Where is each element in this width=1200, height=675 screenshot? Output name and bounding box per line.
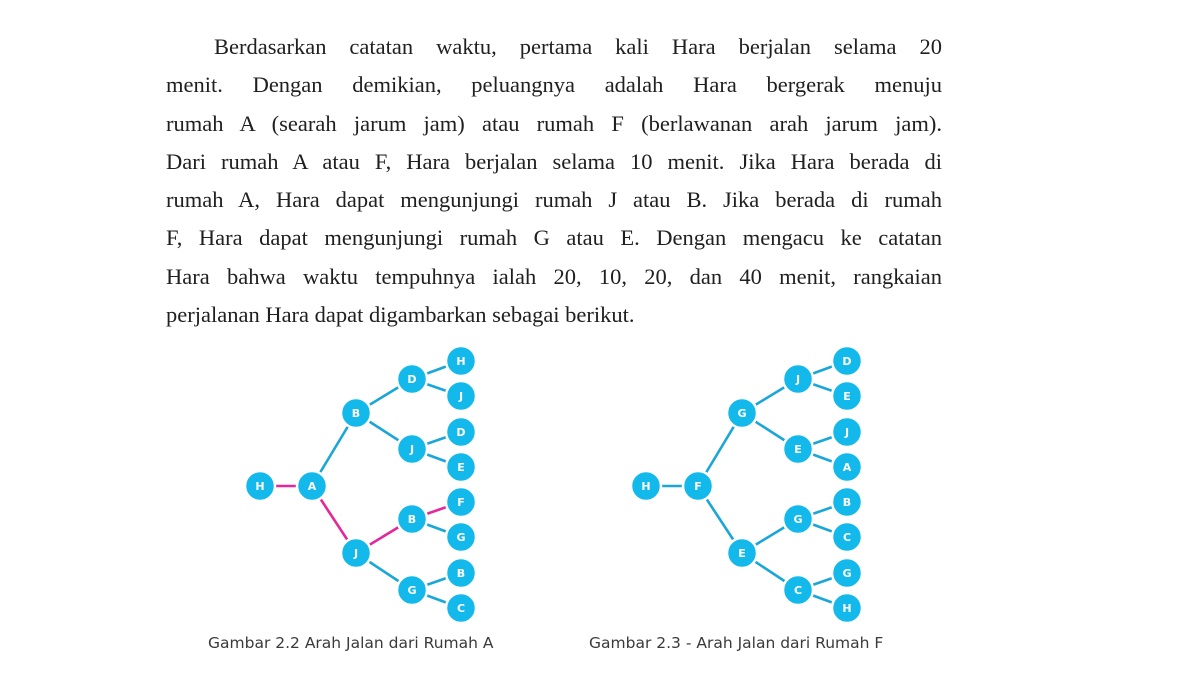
tree-node-j bbox=[783, 364, 813, 394]
tree-node-g bbox=[832, 558, 862, 588]
tree-node-j bbox=[446, 381, 476, 411]
tree-node-c bbox=[446, 593, 476, 623]
figure-caption-a: Gambar 2.2 Arah Jalan dari Rumah A bbox=[208, 634, 494, 652]
paragraph-line: rumah A, Hara dapat mengunjungi rumah J atau B. Jika berada di rumah bbox=[166, 187, 942, 213]
node-label: A bbox=[842, 461, 852, 474]
paragraph-line: F, Hara dapat mengunjungi rumah G atau E. Dengan mengacu ke catatan bbox=[166, 225, 942, 251]
node-label: E bbox=[457, 461, 465, 474]
tree-node-b bbox=[832, 487, 862, 517]
node-label: J bbox=[409, 443, 415, 456]
node-label: F bbox=[457, 496, 465, 509]
tree-diagram-rumah-f bbox=[631, 346, 862, 623]
node-label: B bbox=[842, 496, 852, 509]
node-label: G bbox=[842, 567, 852, 580]
tree-node-e bbox=[783, 434, 813, 464]
node-label: J bbox=[458, 390, 464, 403]
figure-caption-f: Gambar 2.3 - Arah Jalan dari Rumah F bbox=[589, 634, 884, 652]
body-paragraph bbox=[166, 28, 942, 334]
tree-node-d bbox=[397, 364, 427, 394]
paragraph-line: Dari rumah A atau F, Hara berjalan selama 10 menit. Jika Hara berada di bbox=[166, 148, 942, 174]
node-label: B bbox=[407, 513, 417, 526]
node-label: G bbox=[737, 407, 747, 420]
paragraph-line: menit. Dengan demikian, peluangnya adalah Hara bergerak menuju bbox=[166, 72, 942, 98]
tree-node-d bbox=[832, 346, 862, 376]
tree-node-g bbox=[397, 575, 427, 605]
tree-node-h bbox=[832, 593, 862, 623]
tree-node-j bbox=[832, 417, 862, 447]
tree-node-c bbox=[783, 575, 813, 605]
node-label: E bbox=[843, 390, 851, 403]
node-label: E bbox=[794, 443, 802, 456]
node-label: D bbox=[407, 373, 417, 386]
paragraph-line: Hara bahwa waktu tempuhnya ialah 20, 10, 20, dan 40 menit, rangkaian bbox=[166, 263, 942, 289]
node-label: H bbox=[641, 480, 651, 493]
paragraph-line: Berdasarkan catatan waktu, pertama kali Hara berjalan selama 20 bbox=[214, 34, 942, 59]
node-label: B bbox=[351, 407, 361, 420]
node-label: F bbox=[694, 480, 702, 493]
tree-node-e bbox=[727, 538, 757, 568]
tree-node-g bbox=[783, 504, 813, 534]
node-label: G bbox=[456, 531, 466, 544]
node-label: C bbox=[842, 531, 852, 544]
node-label: J bbox=[795, 373, 801, 386]
node-label: G bbox=[793, 513, 803, 526]
node-label: A bbox=[307, 480, 317, 493]
tree-node-b bbox=[341, 398, 371, 428]
tree-node-g bbox=[727, 398, 757, 428]
node-label: E bbox=[738, 547, 746, 560]
tree-node-a bbox=[297, 471, 327, 501]
tree-diagram-rumah-a bbox=[245, 346, 476, 623]
tree-node-e bbox=[446, 452, 476, 482]
tree-node-e bbox=[832, 381, 862, 411]
tree-node-b bbox=[446, 558, 476, 588]
tree-node-c bbox=[832, 522, 862, 552]
tree-node-f bbox=[683, 471, 713, 501]
paragraph-line: perjalanan Hara dapat digambarkan sebagai berikut. bbox=[166, 302, 635, 328]
tree-node-b bbox=[397, 504, 427, 534]
node-label: J bbox=[353, 547, 359, 560]
tree-diagrams bbox=[0, 330, 1200, 675]
tree-node-h bbox=[631, 471, 661, 501]
tree-node-j bbox=[397, 434, 427, 464]
node-label: D bbox=[842, 355, 852, 368]
node-label: C bbox=[456, 602, 466, 615]
tree-node-h bbox=[446, 346, 476, 376]
tree-node-j bbox=[341, 538, 371, 568]
node-label: C bbox=[793, 584, 803, 597]
tree-node-h bbox=[245, 471, 275, 501]
node-label: J bbox=[844, 426, 850, 439]
paragraph-line: rumah A (searah jarum jam) atau rumah F (berlawanan arah jarum jam). bbox=[166, 110, 942, 136]
node-label: H bbox=[456, 355, 466, 368]
tree-node-f bbox=[446, 487, 476, 517]
tree-node-g bbox=[446, 522, 476, 552]
node-label: B bbox=[456, 567, 466, 580]
node-label: D bbox=[456, 426, 466, 439]
node-label: G bbox=[407, 584, 417, 597]
node-label: H bbox=[842, 602, 852, 615]
node-label: H bbox=[255, 480, 265, 493]
tree-node-a bbox=[832, 452, 862, 482]
tree-node-d bbox=[446, 417, 476, 447]
